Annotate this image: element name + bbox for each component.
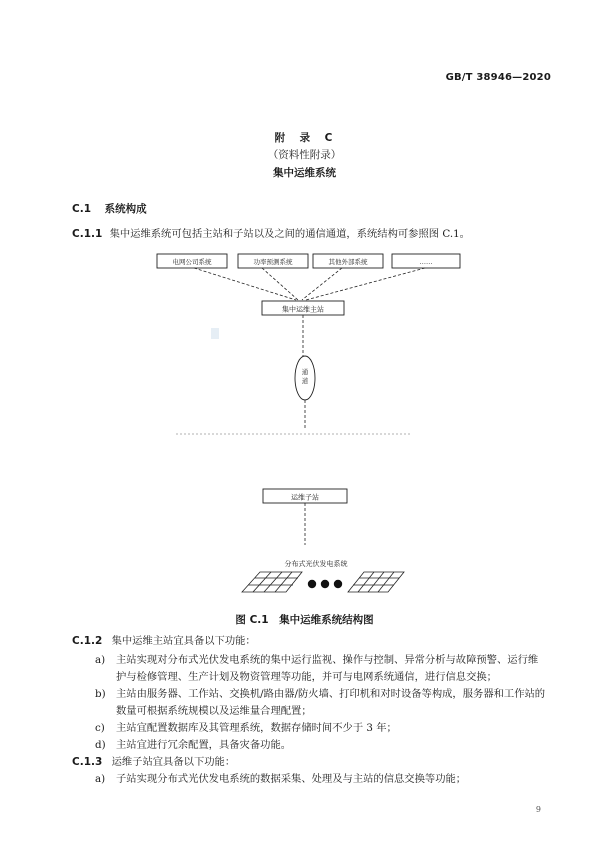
appendix-title: 附 录 C [274,132,335,144]
appendix-name: 集中运维系统 [273,167,336,179]
list-item-text: 子站实现分布式光伏发电系统的数据采集、处理及与主站的信息交换等功能； [116,773,467,785]
pv-panel-right [348,572,404,592]
clause-text: 集中运维主站宜具备以下功能： [111,635,256,647]
list-item-text: 主站实现对分布式光伏发电系统的集中运行监视、操作与控制、异常分析与故障预警、运行维 [116,654,539,666]
pv-panel-left [242,572,302,592]
list-item-text: 主站宜进行冗余配置，具备灾备功能。 [116,739,292,751]
master-station-label: 集中运维主站 [282,305,324,314]
ellipsis-dot [334,580,342,588]
list-marker: a) [95,773,106,785]
section-c1-heading [72,201,147,216]
external-system-label: 功率预测系统 [253,258,293,266]
figure-caption: 图 C.1 集中运维系统结构图 [235,614,374,626]
connector-lines [194,268,425,300]
external-system-label: 其他外部系统 [328,258,368,266]
external-system-label: …… [419,258,433,266]
standard-number: GB/T 38946—2020 [445,72,551,83]
channel-label-1: 通 [301,368,309,376]
slave-station-label: 运维子站 [291,493,319,502]
clause-c1-2-intro [72,633,256,650]
clause-number: C.1.1 [72,228,103,240]
clause-text: 运维子站宜具备以下功能： [111,756,236,768]
system-structure-diagram [0,245,609,605]
list-marker: b) [95,688,106,700]
clause-number: C.1.3 [72,756,103,768]
clause-c1-3-intro [72,754,235,771]
list-marker: c) [95,722,105,734]
ellipsis-dot [321,580,329,588]
pv-system-label: 分布式光伏发电系统 [284,560,348,568]
list-item-text: 护与检修管理、生产计划及物资管理等功能，并可与电网系统通信，进行信息交换； [116,671,497,683]
list-marker: d) [95,739,106,751]
appendix-type: （资料性附录） [267,149,342,161]
list-item-text: 主站宜配置数据库及其管理系统，数据存储时间不少于 3 年； [116,722,397,734]
section-title: 系统构成 [104,203,147,215]
list-marker: a) [95,654,106,666]
list-item-text: 数量可根据系统规模以及运维量合理配置； [116,705,312,717]
clause-text: 集中运维系统可包括主站和子站以及之间的通信通道，系统结构可参照图 C.1。 [109,228,470,240]
clause-c1-1 [72,226,542,243]
list-item-text: 主站由服务器、工作站、交换机/路由器/防火墙、打印机和对时设备等构成，服务器和工作站的 [116,688,546,700]
ellipsis-dot [308,580,316,588]
clause-number: C.1.2 [72,635,103,647]
scan-mark [211,328,219,339]
section-number: C.1 [72,203,92,215]
external-system-label: 电网公司系统 [172,258,212,266]
channel-label-2: 道 [301,377,309,385]
page-number: 9 [535,805,541,814]
